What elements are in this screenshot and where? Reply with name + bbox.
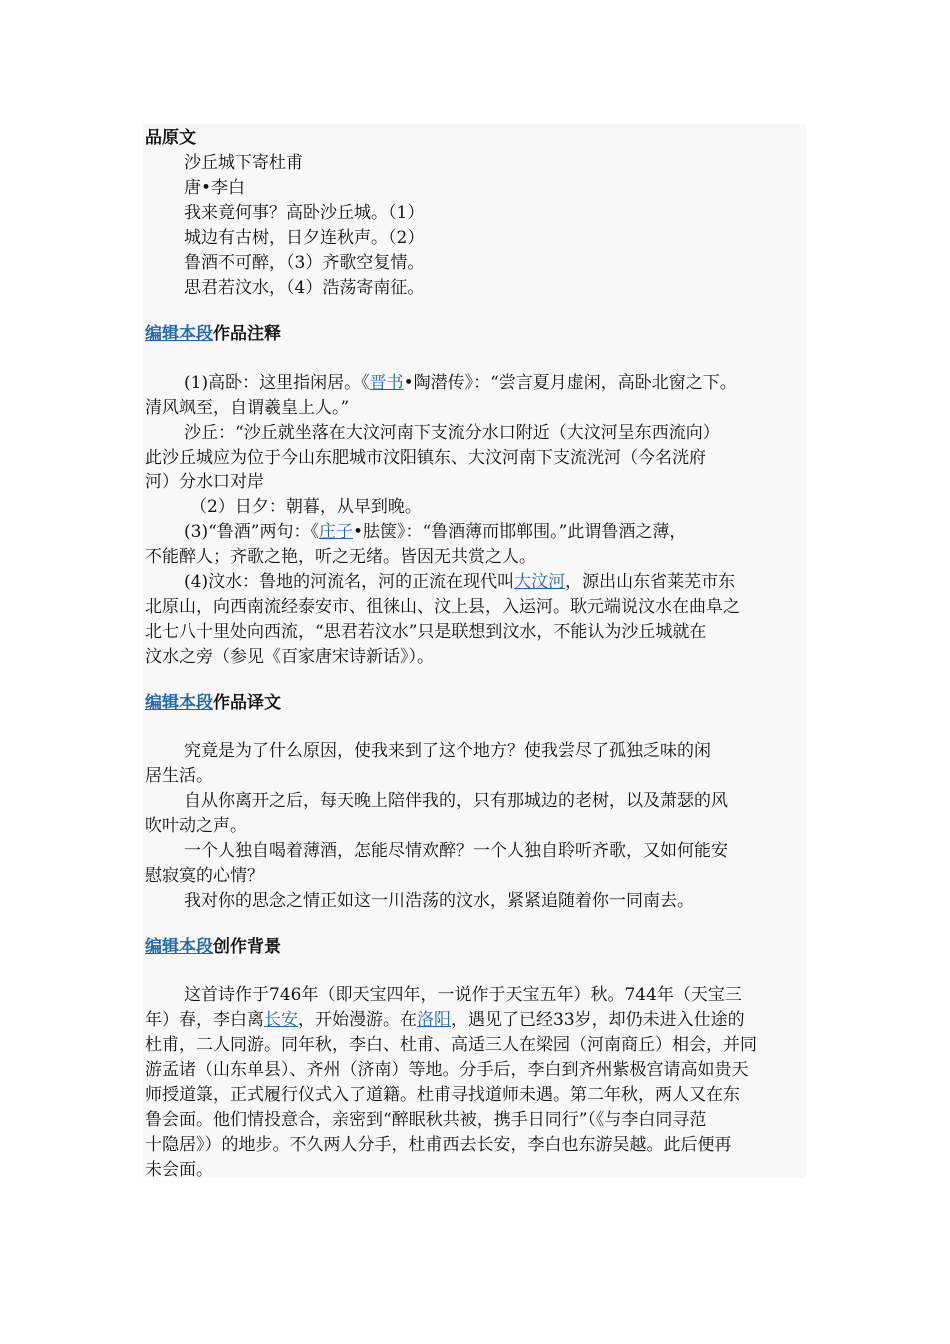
poem-line-3: 鲁酒不可醉，（3）齐歌空复情。 <box>184 253 425 273</box>
translation-line: 慰寂寞的心情？ <box>145 866 264 886</box>
note-line: 清风飒至，自谓羲皇上人。” <box>145 398 350 418</box>
background-heading <box>145 935 281 959</box>
edit-section-link[interactable]: 编辑本段 <box>145 693 213 713</box>
translation-line: 我对你的思念之情正如这一川浩荡的汶水，紧紧追随着你一同南去。 <box>184 891 694 911</box>
translation-line: 究竟是为了什么原因，使我来到了这个地方？使我尝尽了孤独乏味的闲 <box>184 741 711 761</box>
text: ，遇见了已经33岁，却仍未进入仕途的 <box>451 1010 745 1030</box>
note-line: 河）分水口对岸 <box>145 472 264 492</box>
translation-line: 居生活。 <box>145 766 213 786</box>
background-line: 杜甫，二人同游。同年秋，李白、杜甫、高适三人在梁园（河南商丘）相会，并同 <box>145 1035 757 1055</box>
background-line: 这首诗作于746年（即天宝四年，一说作于天宝五年）秋。744年（天宝三 <box>184 985 742 1005</box>
translation-heading <box>145 691 281 715</box>
note-line: 不能醉人；齐歌之艳，听之无绪。皆因无共赏之人。 <box>145 547 536 567</box>
note-line: 沙丘：“沙丘就坐落在大汶河南下支流分水口附近（大汶河呈东西流向） <box>184 423 720 443</box>
edit-section-link[interactable]: 编辑本段 <box>145 324 213 344</box>
text: 年）春，李白离 <box>145 1010 264 1030</box>
text: •胠箧》：“鲁酒薄而邯郸围。”此谓鲁酒之薄， <box>352 522 687 542</box>
notes-title: 作品注释 <box>213 324 281 344</box>
background-line: 师授道箓，正式履行仪式入了道籍。杜甫寻找道师未遇。第二年秋，两人又在东 <box>145 1085 740 1105</box>
poem-title: 沙丘城下寄杜甫 <box>184 153 303 173</box>
notes-heading <box>145 322 281 346</box>
translation-line: 一个人独自喝着薄酒，怎能尽情欢醉？一个人独自聆听齐歌，又如何能安 <box>184 841 728 861</box>
background-line: 未会面。 <box>145 1160 213 1180</box>
poem-line-1: 我来竟何事？高卧沙丘城。（1） <box>184 203 425 223</box>
background-line: 鲁会面。他们情投意合，亲密到“醉眠秋共被，携手日同行”（《与李白同寻范 <box>145 1110 707 1130</box>
poem-author: 唐•李白 <box>184 178 246 198</box>
note-line: 此沙丘城应为位于今山东肥城市汶阳镇东、大汶河南下支流洸河（今名洸府 <box>145 448 706 468</box>
text: (3)“鲁酒”两句：《 <box>184 522 319 542</box>
translation-line: 自从你离开之后，每天晚上陪伴我的，只有那城边的老树，以及萧瑟的风 <box>184 791 728 811</box>
edit-section-link[interactable]: 编辑本段 <box>145 937 213 957</box>
link-luoyang[interactable]: 洛阳 <box>417 1010 451 1030</box>
background-title: 创作背景 <box>213 937 281 957</box>
text: ，开始漫游。在 <box>298 1010 417 1030</box>
poem-line-2: 城边有古树，日夕连秋声。（2） <box>184 228 425 248</box>
link-dawenhe[interactable]: 大汶河 <box>514 572 566 592</box>
background-line <box>145 1008 745 1032</box>
note-line <box>145 570 735 594</box>
link-jinshu[interactable]: 晋书 <box>369 373 404 393</box>
link-zhuangzi[interactable]: 庄子 <box>318 522 353 542</box>
note-line: （2）日夕：朝暮，从早到晚。 <box>190 497 422 517</box>
note-line: 汶水之旁（参见《百家唐宋诗新话》）。 <box>145 647 434 667</box>
note-line: 北七八十里处向西流，“思君若汶水”只是联想到汶水，不能认为沙丘城就在 <box>145 622 707 642</box>
original-heading: 品原文 <box>145 128 196 148</box>
translation-title: 作品译文 <box>213 693 281 713</box>
poem-line-4: 思君若汶水，（4）浩荡寄南征。 <box>184 278 425 298</box>
translation-line: 吹叶动之声。 <box>145 816 247 836</box>
note-line <box>145 520 686 544</box>
note-line <box>145 371 737 395</box>
link-changan[interactable]: 长安 <box>264 1010 298 1030</box>
note-line: 北原山，向西南流经泰安市、徂徕山、汶上县，入运河。耿元端说汶水在曲阜之 <box>145 597 740 617</box>
background-line: 游孟诸（山东单县）、齐州（济南）等地。分手后，李白到齐州紫极宫请高如贵天 <box>145 1060 749 1080</box>
text: (1)高卧：这里指闲居。《 <box>184 373 370 393</box>
text: •陶潜传》：“尝言夏月虚闲，高卧北窗之下。 <box>403 373 737 393</box>
text: (4)汶水：鲁地的河流名，河的正流在现代叫 <box>184 572 515 592</box>
text: ，源出山东省莱芜市东 <box>565 572 736 592</box>
background-line: 十隐居》）的地步。不久两人分手，杜甫西去长安，李白也东游吴越。此后便再 <box>145 1135 732 1155</box>
